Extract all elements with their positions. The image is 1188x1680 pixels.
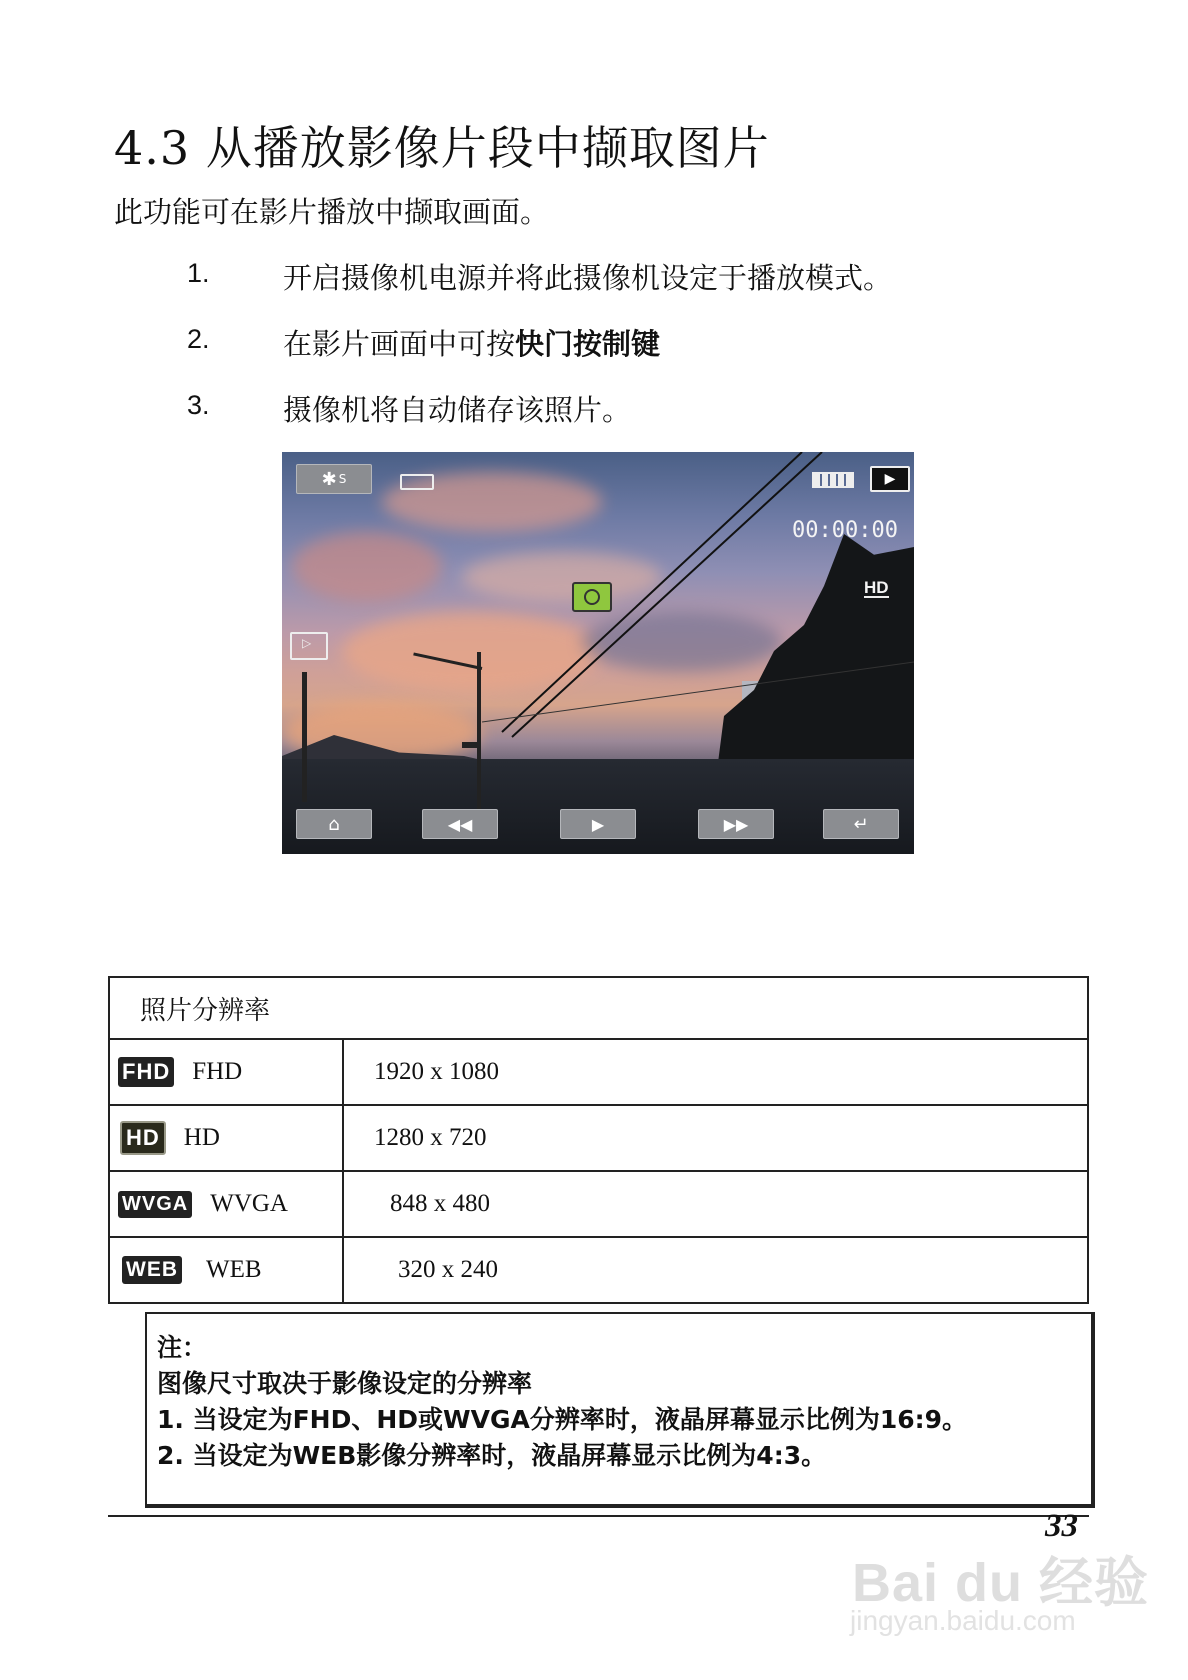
intro-text: 此功能可在影片播放中撷取画面。 (114, 195, 550, 229)
table-header: 照片分辨率 (109, 977, 1088, 1039)
table-row (109, 1105, 1088, 1171)
web-icon: WEB (122, 1256, 182, 1284)
resolution-name: HD (183, 1124, 220, 1151)
playback-mode-button[interactable] (870, 466, 910, 492)
section-heading: 4.3 从播放影像片段中撷取图片 (114, 121, 770, 175)
key-lock-icon (400, 474, 434, 490)
home-button[interactable] (296, 809, 372, 839)
resolution-name: FHD (192, 1058, 243, 1085)
rewind-icon: ◀◀ (447, 814, 473, 834)
step-3-number: 3. (187, 390, 210, 420)
baidu-watermark-logo: Bai du 经验 (852, 1553, 1150, 1613)
note-label: 注： (157, 1333, 208, 1362)
return-icon: ↵ (853, 813, 869, 835)
rewind-button[interactable] (422, 809, 498, 839)
resolution-value: 1280 x 720 (374, 1124, 487, 1151)
footer-rule (108, 1515, 1089, 1517)
play-button[interactable] (560, 809, 636, 839)
capture-camera-icon[interactable] (572, 582, 612, 612)
baidu-watermark-url: jingyan.baidu.com (850, 1605, 1076, 1636)
hd-icon: HD (120, 1121, 166, 1155)
resolution-value: 848 x 480 (390, 1190, 490, 1217)
playback-mode-icon: ▶ (884, 471, 896, 487)
play-icon: ▶ (591, 814, 605, 834)
resolution-value: 320 x 240 (398, 1256, 498, 1283)
power-lines (282, 452, 914, 854)
wvga-icon: WVGA (118, 1191, 192, 1218)
battery-icon (812, 472, 854, 488)
timecode: 00:00:00 (792, 518, 898, 543)
note-box (145, 1312, 1095, 1508)
note-line-2: 1. 当设定为FHD、HD或WVGA分辨率时，液晶屏幕显示比例为16:9。 (157, 1405, 967, 1434)
resolution-value: 1920 x 1080 (374, 1058, 499, 1085)
step-2-text-plain: 在影片画面中可按 (283, 327, 516, 361)
table-row (109, 1039, 1088, 1105)
step-1-number: 1. (187, 258, 210, 288)
fhd-icon: FHD (118, 1057, 174, 1087)
note-line-3: 2. 当设定为WEB影像分辨率时，液晶屏幕显示比例为4:3。 (157, 1441, 827, 1470)
photo-resolution-table (108, 976, 1089, 1304)
slideshow-icon[interactable]: ▷ (290, 632, 328, 660)
fast-forward-button[interactable] (698, 809, 774, 839)
scene-mode-sup: S (338, 472, 347, 486)
step-1-text: 开启摄像机电源并将此摄像机设定于播放模式。 (283, 261, 893, 295)
hd-quality-badge: HD (864, 578, 889, 597)
step-3-text: 摄像机将自动储存该照片。 (283, 393, 632, 427)
table-row (109, 1237, 1088, 1303)
shutter-key-label: 快门按制键 (515, 327, 661, 361)
fast-forward-icon: ▶▶ (723, 814, 749, 834)
home-icon: ⌂ (328, 813, 340, 835)
step-2-number: 2. (187, 324, 210, 354)
note-line-1: 图像尺寸取决于影像设定的分辨率 (157, 1369, 533, 1398)
page-number: 33 (1045, 1508, 1078, 1544)
scene-mode-icon: ✱ (321, 468, 337, 490)
camera-playback-screen (282, 452, 914, 854)
table-row (109, 1171, 1088, 1237)
resolution-name: WVGA (210, 1190, 288, 1217)
resolution-name: WEB (206, 1256, 262, 1283)
step-2-text (283, 322, 660, 363)
return-button[interactable] (823, 809, 899, 839)
scene-mode-button[interactable] (296, 464, 372, 494)
